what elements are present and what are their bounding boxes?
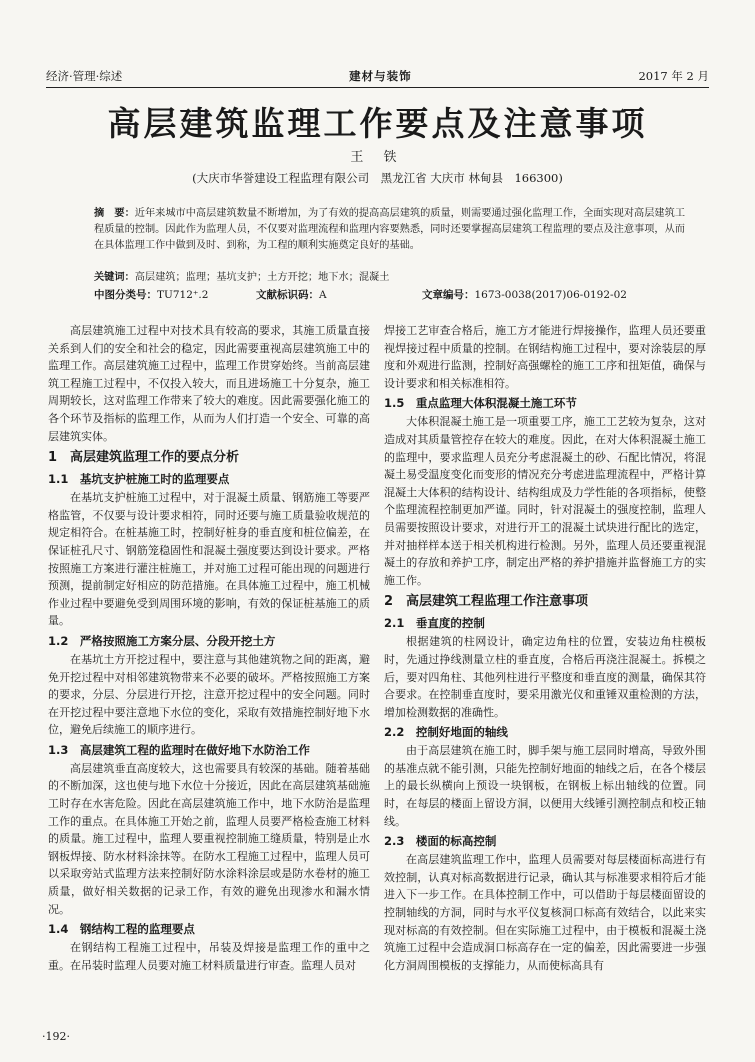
author-name: 王 铁 — [350, 150, 405, 165]
subsection-heading: 1.1 基坑支护桩施工时的监理要点 — [48, 472, 230, 487]
article-number: 文章编号：1673-0038(2017)06-0192-02 — [422, 289, 627, 301]
intro-paragraph: 高层建筑施工过程中对技术具有较高的要求，其施工质量直接关系到人们的安全和社会的稳定，因此需要重视高层建筑施工中的监理工作。高层建筑施工过程中，监理工作贯穿始终。当前高层建筑工程施工过程中，不仅投入较大，而且进场施工十分复杂，施工周期较长，这对监理工作带来了较大的难度。因此需要强化施工的各个环节及指标的监理工作，从而为人们打造一个安全、可靠的高层建筑实体。 — [48, 324, 370, 443]
abstract-text: 近年来城市中高层建筑数量不断增加，为了有效的提高高层建筑的质量，则需要通过强化监理工作，全面实现对高层建筑工程质量的控制。因此作为监理人员，不仅要对监理流程和监理内容要熟悉，同时还要掌握高层建筑工程监理的要点及注意事项，从而在具体监理工作中做到及时、到称，为工程的顺利实施奠定良好的基础。 — [94, 208, 686, 251]
subsection-heading: 1.5 重点监理大体积混凝土施工环节 — [384, 396, 577, 411]
header-date: 2017 年 2 月 — [638, 69, 709, 83]
section-heading: 1 高层建筑监理工作的要点分析 — [48, 450, 240, 466]
page-number: ·192· — [42, 1030, 70, 1043]
classification-row — [94, 287, 685, 302]
document-code: 文献标识码：A — [256, 289, 327, 301]
abstract-label: 摘 要： — [94, 208, 135, 219]
paragraph: 在基坑土方开挖过程中，要注意与其他建筑物之间的距离，避免开挖过程中对相邻建筑物带来不必要的破坏。严格按照施工方案的要求，分层、分层进行开挖，注意开挖过程中的安全问题。同时在开挖过程中要注意地下水位的变化，采取有效措施控制好地下水位，避免后续施工的顺序进行。 — [48, 652, 370, 737]
abstract — [94, 206, 685, 254]
subsection-heading: 1.2 严格按照施工方案分层、分段开挖土方 — [48, 633, 276, 648]
subsection-heading: 1.4 钢结构工程的监理要点 — [48, 922, 195, 937]
left-column — [48, 322, 370, 974]
running-header — [46, 62, 709, 88]
paragraph: 大体积混凝土施工是一项重要工序，施工工艺较为复杂，这对造成对其质量管控存在较大的难度。因此，在对大体积混凝土施工的监理中，要求监理人员充分考虑混凝土的砂、石配比情况，将混凝土易受温度变化而变形的情况充分考虑进监理流程中，严格计算混凝土大体积的结构设计、结构组成及力学性能的各项指标，使整个监理流程控制更加严谨。同时，针对混凝土的强度控制，监理人员需要按照设计要求，对进行开工的混凝土试块进行配比的选定，并对抽样样本送于相关机构进行检测。另外，监理人员还要重视混凝土的存放和养护工序，制定出严格的养护措施并监督施工方的实施工作。 — [384, 415, 706, 587]
article-title: 高层建筑监理工作要点及注意事项 — [107, 104, 648, 143]
subsection-heading: 2.2 控制好地面的轴线 — [384, 725, 508, 740]
keywords — [94, 270, 685, 286]
section-heading: 2 高层建筑工程监理工作注意事项 — [384, 594, 589, 610]
paragraph: 根据建筑的柱网设计，确定边角柱的位置，安装边角柱模板时，先通过挣线测量立柱的垂直度，合格后再浇注混凝土。拆模之后，要对四角柱、其他列柱进行平整度和垂直度的测量，确保其符合要求。在控制垂直度时，要采用激光仪和重锤双重检测的方法，增加检测数据的准确性。 — [384, 635, 706, 719]
continued-paragraph: 焊接工艺审查合格后，施工方才能进行焊接操作，监理人员还要重视焊接过程中质量的控制。在钢结构施工过程中，要对涂装层的厚度和外观进行监测，控制好高强螺栓的施工工序和扭矩值，确保与设计要求和相关标准相符。 — [384, 324, 706, 390]
paragraph: 在基坑支护桩施工过程中，对于混凝土质量、钢筋施工等要严格监管，不仅要与设计要求相符，同时还要与施工质量验收规范的规定相符合。在桩基施工时，控制好桩身的垂直度和桩位偏差，在保证桩孔尺寸、钢筋笼稳固性和混凝土强度要达到设计要求。严格按照施工方案进行灌注桩施工，并对施工过程可能出现的问题进行预测，提前制定好相应的防范措施。在具体施工过程中，施工机械作业过程中要避免受到周围环境的影响，有效的保证桩基施工的质量。 — [48, 491, 370, 628]
subsection-heading: 2.3 楼面的标高控制 — [384, 834, 497, 849]
paragraph: 在钢结构工程施工过程中，吊装及焊接是监理工作的重中之重。在吊装时监理人员要对施工材料质量进行审查。监理人员对 — [48, 941, 370, 972]
paragraph: 由于高层建筑在施工时，脚手架与施工层同时增高，导致外围的基准点就不能引测，只能先控制好地面的轴线之后，在各个楼层上的最长纵横向上预设一块钢板，在钢板上标出轴线的位置。同时，在每层的楼面上留设方洞，以便用大线锤引测控制点和校正轴线。 — [384, 744, 706, 828]
subsection-heading: 1.3 高层建筑工程的监理时在做好地下水防治工作 — [48, 742, 310, 757]
keywords-text: 高层建筑；监理；基坑支护；土方开挖；地下水；混凝土 — [134, 272, 390, 283]
author-affiliation: (大庆市华誉建设工程监理有限公司 黑龙江省 大庆市 林甸县 166300) — [192, 171, 563, 185]
header-journal: 建材与装饰 — [349, 69, 412, 83]
right-column — [384, 322, 706, 974]
paragraph: 在高层建筑监理工作中，监理人员需要对每层楼面标高进行有效控制，认真对标高数据进行记录，确认其与标准要求相符后才能进入下一步工作。在具体控制工作中，可以借助于每层楼面留设的控制轴线的方洞，同时与水平仪复核洞口标高有效结合，以此来实现对标高的有效控制。但在实际施工过程中，由于模板和混凝土浇筑施工过程中会造成洞口标高存在一定的偏差，因此需要进一步强化方洞周围模板的支撑能力，从而使标高具有 — [384, 853, 706, 972]
clc-number: 中图分类号：TU712⁺.2 — [94, 289, 209, 301]
paragraph: 高层建筑垂直高度较大，这也需要具有较深的基础。随着基础的不断加深，这也使与地下水位十分接近，因此在高层建筑基础施工时存在水害危险。因此在高层建筑施工作中，地下水防治是监理工作的重点。在具体施工开始之前，监理人员要严格检查施工材料的质量。施工过程中，监理人要重视控制施工缝质量，特别是止水钢板焊接、防水材料涂抹等。在防水工程施工过程中，监理人员可以采取旁站式监理方法来控制好防水涂料涂层或是防水卷材的施工质量，做好相关数据的记录工作，有效的避免出现渗水和漏水情况。 — [48, 761, 370, 916]
subsection-heading: 2.1 垂直度的控制 — [384, 616, 485, 631]
keywords-label: 关键词： — [94, 272, 135, 283]
header-section: 经济·管理·综述 — [46, 69, 123, 83]
